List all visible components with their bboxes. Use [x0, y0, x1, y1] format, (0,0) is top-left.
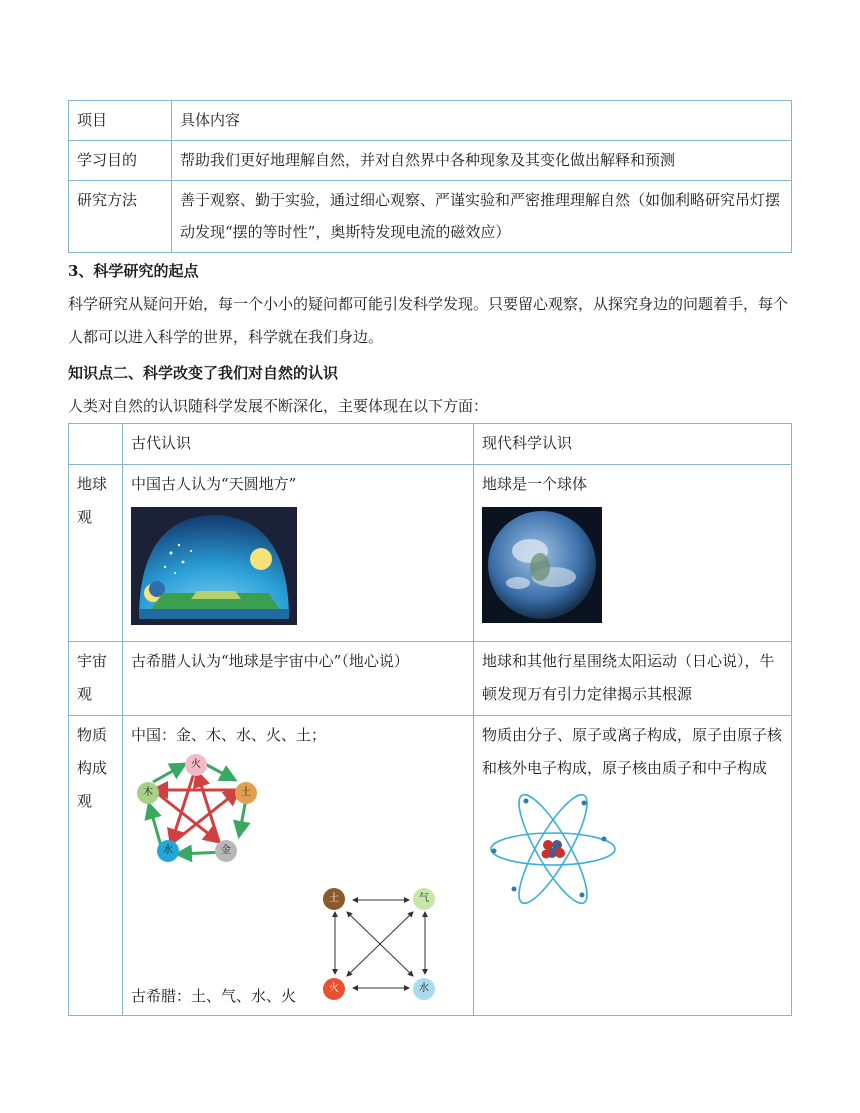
section-intro: 人类对自然的认识随科学发展不断深化，主要体现在以下方面： — [68, 397, 489, 415]
metal-badge: 金 — [215, 840, 237, 862]
earth-globe-image — [482, 507, 783, 635]
row-label: 学习目的 — [69, 141, 172, 181]
row-label: 物质构成观 — [69, 716, 123, 1016]
earth-badge: 土 — [323, 888, 345, 910]
table-header-cell — [69, 424, 123, 465]
row-label: 地球观 — [69, 465, 123, 642]
row-label: 研究方法 — [69, 181, 172, 253]
five-elements-diagram — [135, 754, 265, 866]
study-table — [68, 100, 792, 253]
wood-badge: 木 — [137, 782, 159, 804]
ancient-earth-text: 中国古人认为“天圆地方” — [131, 475, 297, 493]
modern-universe-text: 地球和其他行星围绕太阳运动（日心说），牛顿发现万有引力定律揭示其根源 — [474, 642, 792, 716]
modern-earth-text: 地球是一个球体 — [482, 475, 588, 493]
table-header-cell: 项目 — [69, 101, 172, 141]
table-row — [69, 465, 792, 642]
section-heading: 3、科学研究的起点 — [68, 262, 199, 280]
row-content: 善于观察、勤于实验，通过细心观察、严谨实验和严密推理理解自然（如伽利略研究吊灯摆动发现“摆的等时性”，奥斯特发现电流的磁效应） — [172, 181, 792, 253]
section-paragraph: 科学研究从疑问开始，每一个小小的疑问都可能引发科学发现。只要留心观察，从探究身边的问题着手，每个人都可以进入科学的世界，科学就在我们身边。 — [68, 295, 789, 346]
row-label: 宇宙观 — [69, 642, 123, 716]
table-row — [69, 716, 792, 1016]
ancient-universe-text: 古希腊人认为“地球是宇宙中心”（地心说） — [123, 642, 474, 716]
comparison-table — [68, 423, 792, 1016]
table-header-cell: 现代科学认识 — [474, 424, 792, 465]
table-header-cell: 古代认识 — [123, 424, 474, 465]
page — [68, 100, 792, 1016]
table-header-cell: 具体内容 — [172, 101, 792, 141]
table-row — [69, 141, 792, 181]
table-row — [69, 642, 792, 716]
four-elements-diagram — [315, 882, 445, 1004]
modern-matter-text: 物质由分子、原子或离子构成，原子由原子核和核外电子构成，原子核由质子和中子构成 — [482, 726, 783, 777]
water-badge: 水 — [413, 978, 435, 1000]
earth-badge: 土 — [235, 782, 257, 804]
water-badge: 水 — [157, 840, 179, 862]
table-row — [69, 424, 792, 465]
fire-badge: 火 — [323, 978, 345, 1000]
fire-badge: 火 — [185, 754, 207, 776]
row-content: 帮助我们更好地理解自然，并对自然界中各种现象及其变化做出解释和预测 — [172, 141, 792, 181]
ancient-greece-text: 古希腊：土、气、水、火 — [131, 987, 297, 1005]
round-sky-square-earth-image — [131, 507, 465, 637]
table-row — [69, 181, 792, 253]
atom-model-image — [486, 791, 783, 919]
air-badge: 气 — [413, 888, 435, 910]
ancient-china-text: 中国：金、木、水、火、土； — [131, 726, 327, 744]
section-heading: 知识点二、科学改变了我们对自然的认识 — [68, 364, 339, 382]
table-row — [69, 101, 792, 141]
